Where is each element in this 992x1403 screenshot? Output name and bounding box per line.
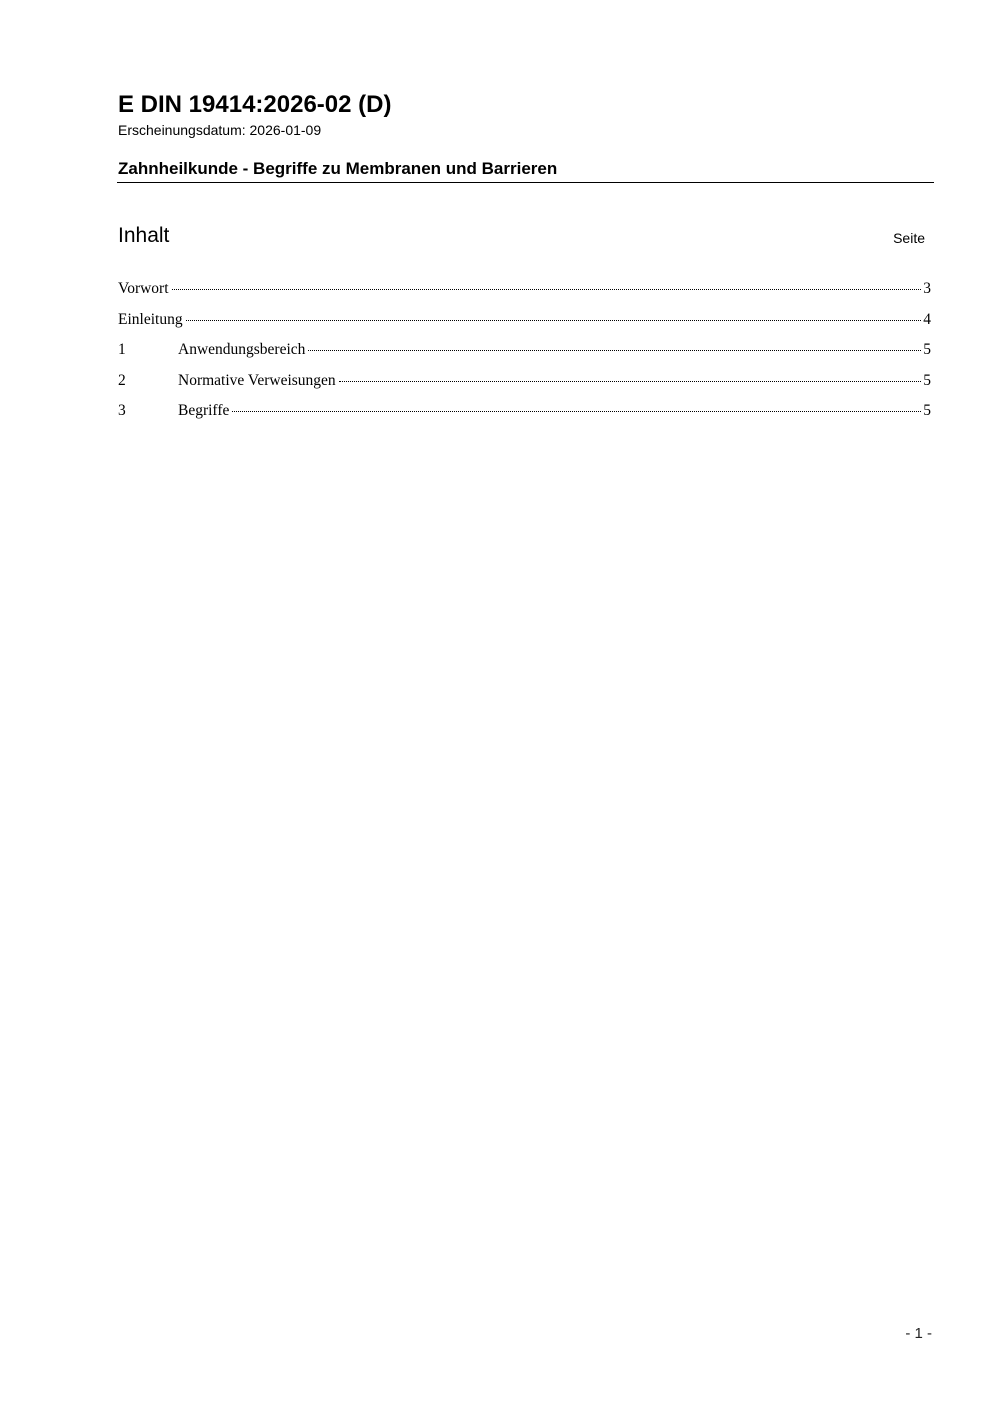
table-of-contents [118,279,931,432]
toc-entry-number: 1 [118,341,126,358]
page-number: - 1 - [905,1325,932,1342]
title-divider [117,182,934,183]
document-id: E DIN 19414:2026-02 (D) [118,91,392,118]
toc-page-column-label: Seite [893,230,925,246]
toc-entry-page: 5 [923,341,931,358]
toc-entry-page: 3 [923,280,931,297]
toc-heading: Inhalt [118,224,170,247]
toc-entry-einleitung[interactable] [118,310,931,341]
toc-dot-leader [186,320,922,321]
toc-entry-label: Vorwort [118,280,169,297]
toc-dot-leader [339,381,922,382]
toc-entry-page: 5 [923,371,931,389]
toc-entry-begriffe[interactable] [118,401,931,432]
toc-entry-label: Anwendungsbereich [178,341,306,358]
publication-date: Erscheinungsdatum: 2026-01-09 [118,122,322,138]
toc-entry-page: 4 [923,310,931,328]
toc-dot-leader [232,411,921,412]
toc-entry-label: Einleitung [118,310,183,328]
document-title: Zahnheilkunde - Begriffe zu Membranen und Barrieren [118,159,558,178]
toc-entry-vorwort[interactable] [118,279,931,310]
toc-dot-leader [308,350,921,351]
toc-entry-anwendungsbereich[interactable] [118,340,931,371]
toc-entry-label: Begriffe [178,402,230,419]
toc-entry-number: 3 [118,402,126,419]
toc-entry-page: 5 [923,402,931,419]
toc-entry-normative-verweisungen[interactable] [118,371,931,402]
toc-dot-leader [172,289,922,290]
toc-entry-label: Normative Verweisungen [178,371,336,389]
toc-entry-number: 2 [118,371,126,389]
